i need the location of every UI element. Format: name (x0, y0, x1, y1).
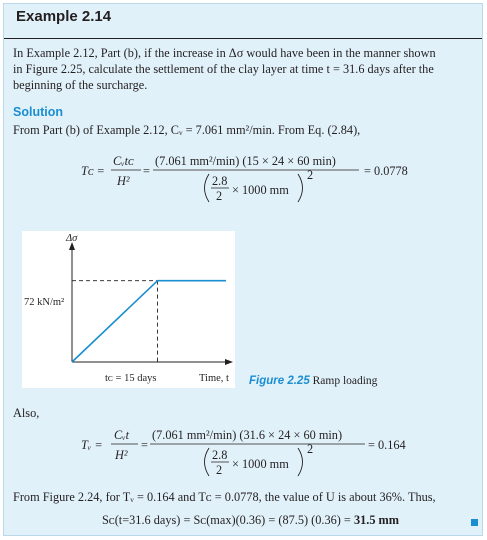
end-of-example-mark (471, 519, 478, 526)
x-tick-label: tᴄ = 15 days (105, 373, 157, 384)
eq2-equals: = (141, 438, 148, 452)
eq2-result: = 0.164 (368, 438, 406, 452)
y-axis-label: Δσ (66, 233, 78, 244)
eq1-den-frac-den: 2 (216, 189, 223, 203)
eq2-lhs: Tᵥ = (81, 438, 103, 452)
eq1-num-symbol: Cᵥtᴄ (113, 154, 134, 168)
eq2-den-symbol: H² (115, 448, 128, 462)
equation-tv (4, 4, 484, 504)
eq1-numerator: (7.061 mm²/min) (15 × 24 × 60 min) (155, 154, 336, 168)
final-lhs: Sᴄ(t=31.6 days) (102, 513, 181, 527)
eq2-den-frac-den: 2 (216, 463, 223, 477)
figure-title: Ramp loading (312, 375, 378, 387)
eq1-den-rest: × 1000 mm (232, 183, 289, 197)
final-answer: 31.5 mm (353, 513, 400, 527)
intro-line-2: in Figure 2.25, calculate the settlement of the clay layer at time t = 31.6 days after the (13, 62, 434, 76)
solution-lead: From Part (b) of Example 2.12, Cᵥ = 7.061 mm²/min. From Eq. (2.84), (13, 123, 361, 137)
example-title: Example 2.14 (16, 8, 112, 25)
eq1-result: = 0.0778 (364, 164, 408, 178)
eq2-left-paren (205, 448, 210, 476)
eq2-num-symbol: Cᵥt (114, 428, 130, 442)
eq1-equals: = (143, 164, 150, 178)
final-mid: = Sᴄ(max)(0.36) = (87.5) (0.36) = (183, 513, 351, 527)
eq2-right-paren (298, 448, 303, 476)
eq1-lhs: Tᴄ = (81, 164, 105, 178)
final-equation (102, 513, 399, 528)
y-tick-label: 72 kN/m² (24, 297, 65, 308)
eq1-den-symbol: H² (117, 174, 130, 188)
eq1-den-frac-num: 2.8 (212, 174, 228, 188)
figure-number: Figure 2.25 (249, 375, 310, 387)
conclusion-lead: From Figure 2.24, for Tᵥ = 0.164 and Tᴄ = 0.0778, the value of U is about 36%. Thus, (13, 490, 436, 504)
eq2-den-frac-num: 2.8 (212, 448, 228, 462)
intro-line-3: beginning of the surcharge. (13, 78, 148, 92)
eq2-square: 2 (307, 442, 314, 456)
eq1-square: 2 (307, 168, 314, 182)
also-text: Also, (13, 406, 40, 420)
intro-line-1: In Example 2.12, Part (b), if the increase in Δσ would have been in the manner shown (13, 46, 436, 60)
solution-heading: Solution (13, 105, 63, 119)
x-axis-label: Time, t (199, 373, 229, 384)
example-panel (3, 3, 483, 536)
eq2-den-rest: × 1000 mm (232, 457, 289, 471)
eq2-numerator: (7.061 mm²/min) (31.6 × 24 × 60 min) (152, 428, 343, 442)
